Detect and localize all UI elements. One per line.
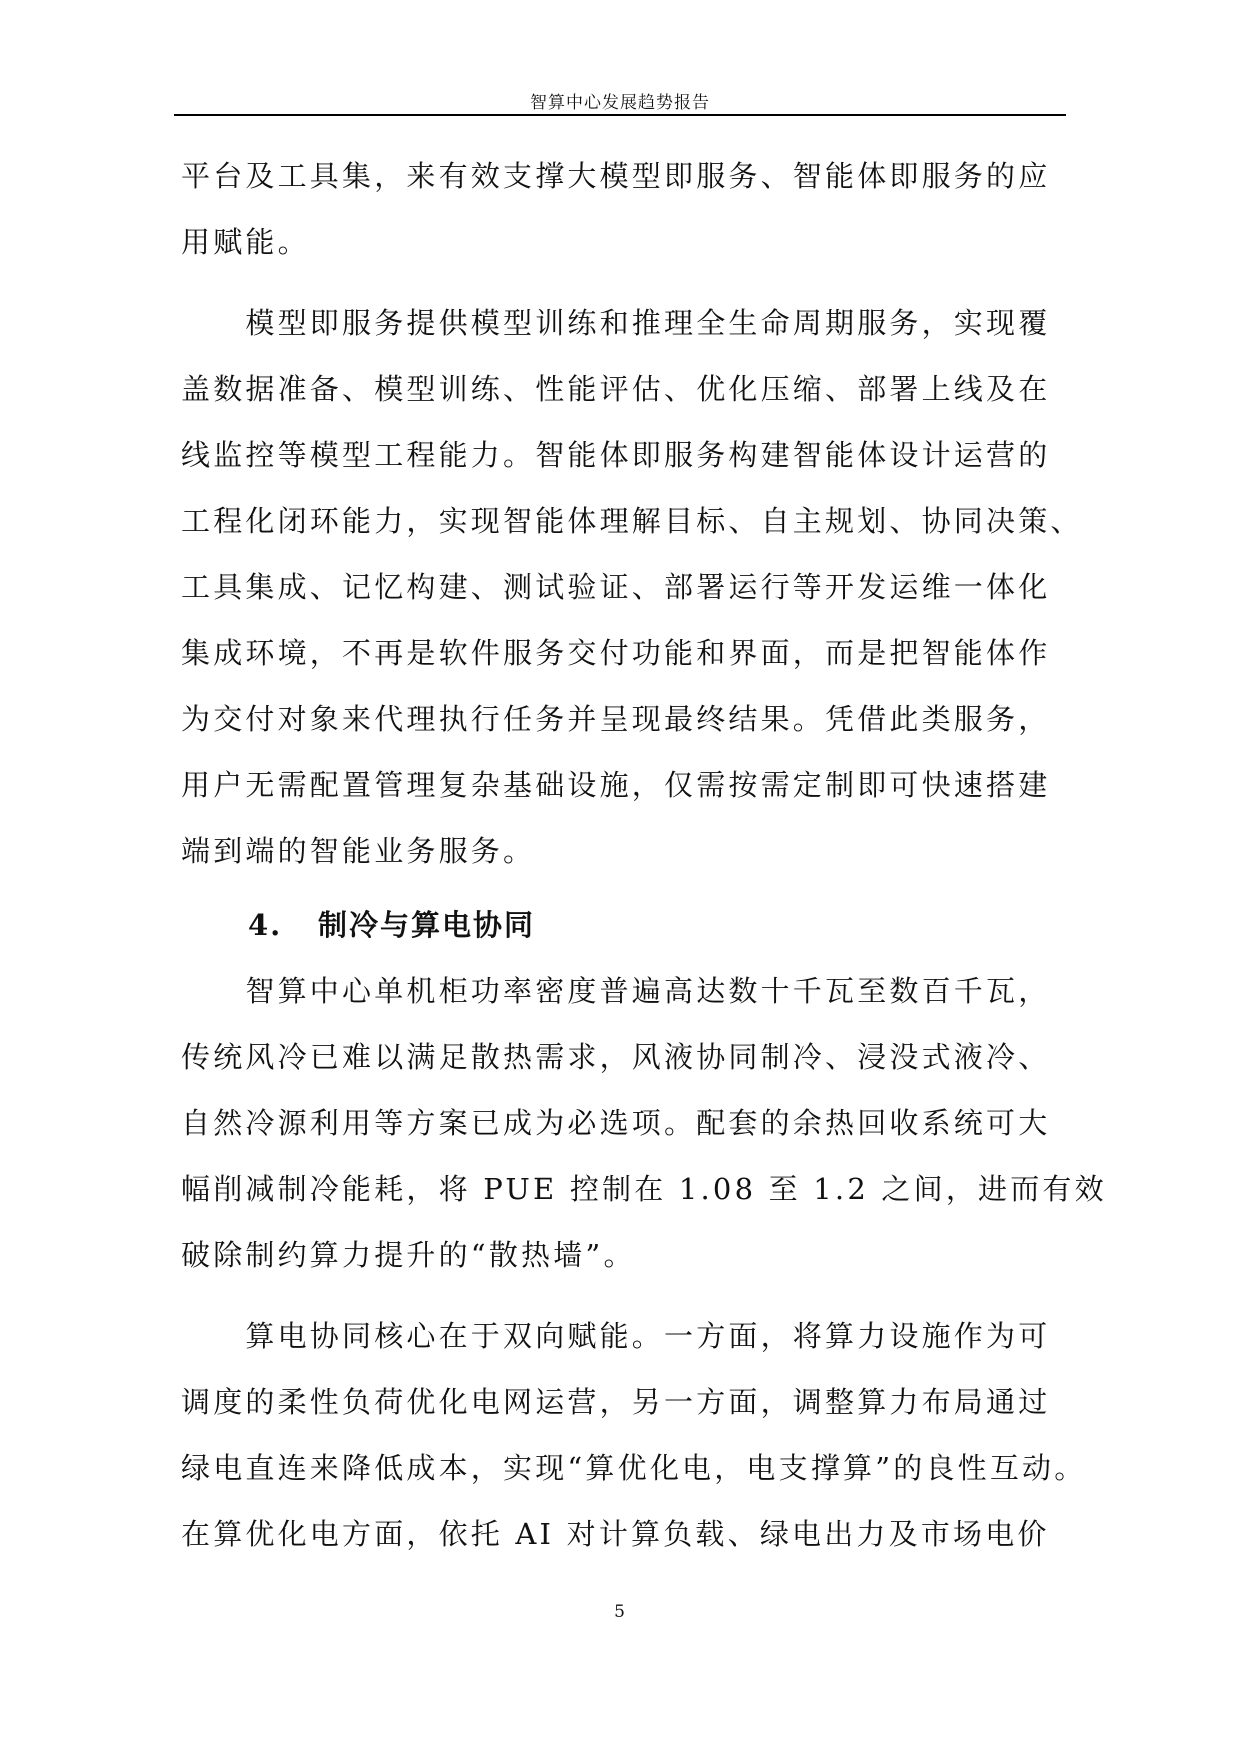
- text-line: 线监控等模型工程能力。智能体即服务构建智能体设计运营的: [181, 438, 1051, 472]
- text-line: 在算优化电方面，依托 AI 对计算负载、绿电出力及市场电价: [181, 1517, 1050, 1551]
- text-line: 集成环境，不再是软件服务交付功能和界面，而是把智能体作: [181, 636, 1051, 670]
- text-line: 端到端的智能业务服务。: [181, 834, 536, 868]
- header-rule: [174, 114, 1066, 116]
- text-line: 工具集成、记忆构建、测试验证、部署运行等开发运维一体化: [181, 570, 1051, 604]
- text-line: 幅削减制冷能耗，将 PUE 控制在 1.08 至 1.2 之间，进而有效: [181, 1172, 1107, 1206]
- paragraph: [181, 290, 1083, 884]
- text-line: 自然冷源利用等方案已成为必选项。配套的余热回收系统可大: [181, 1106, 1051, 1140]
- text-line: 盖数据准备、模型训练、性能评估、优化压缩、部署上线及在: [181, 372, 1051, 406]
- text-line: 破除制约算力提升的“散热墙”。: [181, 1238, 636, 1272]
- text-line: 算电协同核心在于双向赋能。一方面，将算力设施作为可: [181, 1319, 1051, 1353]
- text-line: 模型即服务提供模型训练和推理全生命周期服务，实现覆: [181, 306, 1051, 340]
- paragraph: [181, 143, 1067, 275]
- page-number: 5: [614, 1602, 625, 1622]
- text-line: 用户无需配置管理复杂基础设施，仅需按需定制即可快速搭建: [181, 768, 1051, 802]
- paragraph: [181, 958, 1107, 1288]
- section-number: 4.: [248, 908, 283, 942]
- paragraph: [181, 1303, 1087, 1567]
- text-line: 传统风冷已难以满足散热需求，风液协同制冷、浸没式液冷、: [181, 1040, 1051, 1074]
- text-line: 智算中心单机柜功率密度普遍高达数十千瓦至数百千瓦，: [181, 974, 1051, 1008]
- document-body: [181, 143, 1107, 1567]
- text-line: 调度的柔性负荷优化电网运营，另一方面，调整算力布局通过: [181, 1385, 1051, 1419]
- text-line: 绿电直连来降低成本，实现“算优化电，电支撑算”的良性互动。: [181, 1451, 1087, 1485]
- section-title: 制冷与算电协同: [318, 908, 536, 942]
- text-line: 平台及工具集，来有效支撑大模型即服务、智能体即服务的应: [181, 159, 1051, 193]
- page-header-title: 智算中心发展趋势报告: [530, 93, 710, 113]
- text-line: 工程化闭环能力，实现智能体理解目标、自主规划、协同决策、: [181, 504, 1083, 538]
- text-line: 用赋能。: [181, 225, 310, 259]
- text-line: 为交付对象来代理执行任务并呈现最终结果。凭借此类服务，: [181, 702, 1051, 736]
- section-heading: [181, 892, 1067, 958]
